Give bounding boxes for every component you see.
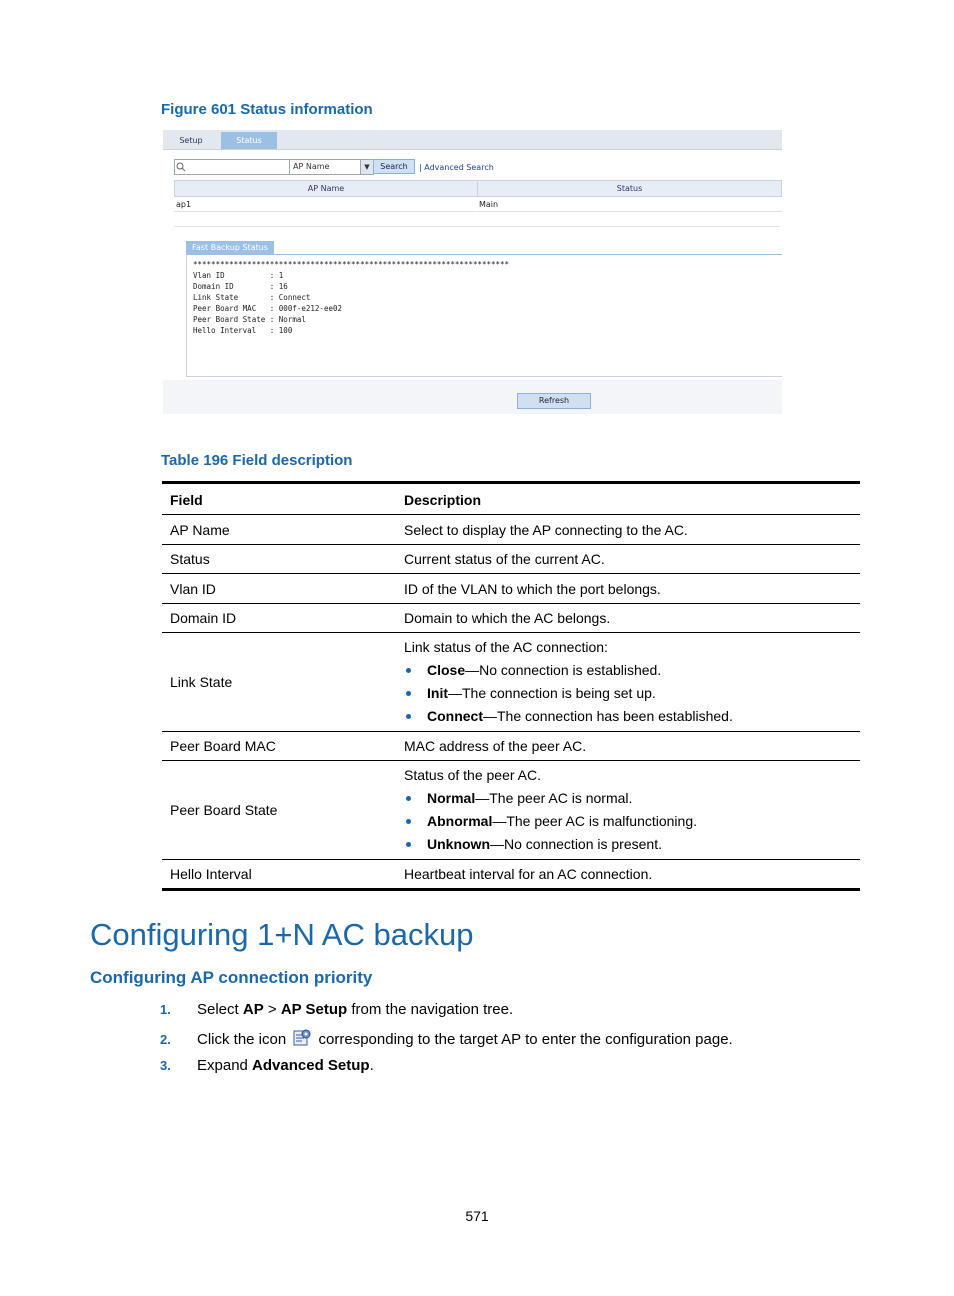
advanced-search-link[interactable]: | Advanced Search [419, 163, 494, 172]
table-row [162, 604, 860, 633]
column-header-status[interactable]: Status [477, 180, 782, 197]
list-item [404, 833, 852, 856]
bullet-icon [406, 819, 411, 824]
bullet-text: —The connection is being set up. [448, 685, 656, 701]
step-number: 3. [160, 1058, 171, 1073]
description-cell: Current status of the current AC. [396, 545, 860, 574]
table-cell-ap-name[interactable]: ap1 [174, 198, 476, 212]
bullet-text: —The peer AC is normal. [475, 790, 633, 806]
search-button[interactable]: Search [373, 159, 415, 174]
fast-backup-panel [186, 254, 782, 377]
field-cell: AP Name [162, 515, 396, 545]
description-cell [396, 761, 860, 860]
step-1 [160, 999, 513, 1021]
search-field-select[interactable] [289, 159, 374, 175]
field-cell: Hello Interval [162, 860, 396, 890]
description-cell: ID of the VLAN to which the port belongs. [396, 574, 860, 604]
bullet-text: —No connection is present. [490, 836, 662, 852]
chevron-down-icon[interactable]: ▼ [360, 160, 373, 174]
advanced-search-label: Advanced Search [424, 163, 494, 172]
step-2 [160, 1028, 733, 1050]
table-row [162, 860, 860, 890]
step-bold: Advanced Setup [252, 1057, 370, 1074]
description-cell: Heartbeat interval for an AC connection. [396, 860, 860, 890]
table-cell-status: Main [477, 198, 782, 212]
refresh-button[interactable]: Refresh [517, 393, 591, 409]
status-screenshot [163, 130, 782, 414]
description-intro: Link status of the AC connection: [404, 639, 608, 655]
bullet-icon [406, 691, 411, 696]
configure-icon [292, 1028, 312, 1048]
step-bold: AP Setup [280, 1001, 348, 1018]
search-field-value: AP Name [293, 162, 330, 171]
bullet-icon [406, 668, 411, 673]
subsection-title: Configuring AP connection priority [90, 968, 373, 987]
step-text: Expand [197, 1057, 253, 1074]
step-bold: AP [242, 1001, 264, 1018]
bullet-icon [406, 796, 411, 801]
description-cell: MAC address of the peer AC. [396, 732, 860, 761]
field-cell: Peer Board MAC [162, 732, 396, 761]
bullet-term: Init [427, 685, 448, 701]
tab-status[interactable]: Status [221, 132, 277, 149]
step-text: Click the icon [197, 1031, 291, 1048]
figure-caption: Figure 601 Status information [161, 101, 373, 118]
page-number: 571 [465, 1208, 489, 1224]
tab-bar [163, 130, 782, 150]
description-cell: Domain to which the AC belongs. [396, 604, 860, 633]
step-text: . [369, 1057, 374, 1074]
bullet-text: —The connection has been established. [483, 708, 733, 724]
bullet-list [404, 787, 852, 856]
button-strip [163, 380, 782, 414]
step-number: 1. [160, 1002, 171, 1017]
step-3 [160, 1055, 374, 1077]
table-row [162, 732, 860, 761]
description-intro: Status of the peer AC. [404, 767, 541, 783]
field-cell: Status [162, 545, 396, 574]
bullet-term: Abnormal [427, 813, 493, 829]
bullet-list [404, 659, 852, 728]
list-item [404, 787, 852, 810]
table-row [162, 574, 860, 604]
field-cell: Link State [162, 633, 396, 732]
column-header-ap-name[interactable]: AP Name [174, 180, 478, 197]
step-text: Select [197, 1001, 243, 1018]
bullet-text: —No connection is established. [465, 662, 662, 678]
bullet-term: Connect [427, 708, 483, 724]
list-item [404, 682, 852, 705]
field-cell: Vlan ID [162, 574, 396, 604]
table-row [162, 515, 860, 545]
step-text: from the navigation tree. [347, 1001, 514, 1018]
field-cell: Domain ID [162, 604, 396, 633]
table-row [162, 633, 860, 732]
header-description: Description [396, 483, 860, 515]
table-row [162, 761, 860, 860]
bullet-icon [406, 714, 411, 719]
bullet-term: Unknown [427, 836, 490, 852]
step-number: 2. [160, 1032, 171, 1047]
table-header-row [162, 483, 860, 515]
step-text: corresponding to the target AP to enter the configuration page. [314, 1031, 733, 1048]
bullet-term: Close [427, 662, 466, 678]
step-text: > [263, 1001, 281, 1018]
section-title: Configuring 1+N AC backup [90, 917, 474, 952]
list-item [404, 705, 852, 728]
field-cell: Peer Board State [162, 761, 396, 860]
list-item [404, 810, 852, 833]
divider [174, 226, 780, 227]
field-description-table [162, 481, 860, 891]
tab-setup[interactable]: Setup [179, 136, 203, 145]
fast-backup-title: Fast Backup Status [186, 241, 274, 254]
description-cell [396, 633, 860, 732]
bullet-text: —The peer AC is malfunctioning. [492, 813, 697, 829]
description-cell: Select to display the AP connecting to the AC. [396, 515, 860, 545]
search-input[interactable] [174, 159, 290, 175]
search-icon [176, 162, 186, 172]
bullet-icon [406, 842, 411, 847]
table-caption: Table 196 Field description [161, 452, 353, 469]
fast-backup-status-text: ********************************************************************** Vlan ID : 1 Domain ID : 16 Link State : Connect Peer Board MAC : 000f-e212-ee02 Peer Board State : Normal Hello Interval : 100 [193, 260, 510, 335]
header-field: Field [162, 483, 396, 515]
bullet-term: Normal [427, 790, 476, 806]
list-item [404, 659, 852, 682]
table-row [162, 545, 860, 574]
